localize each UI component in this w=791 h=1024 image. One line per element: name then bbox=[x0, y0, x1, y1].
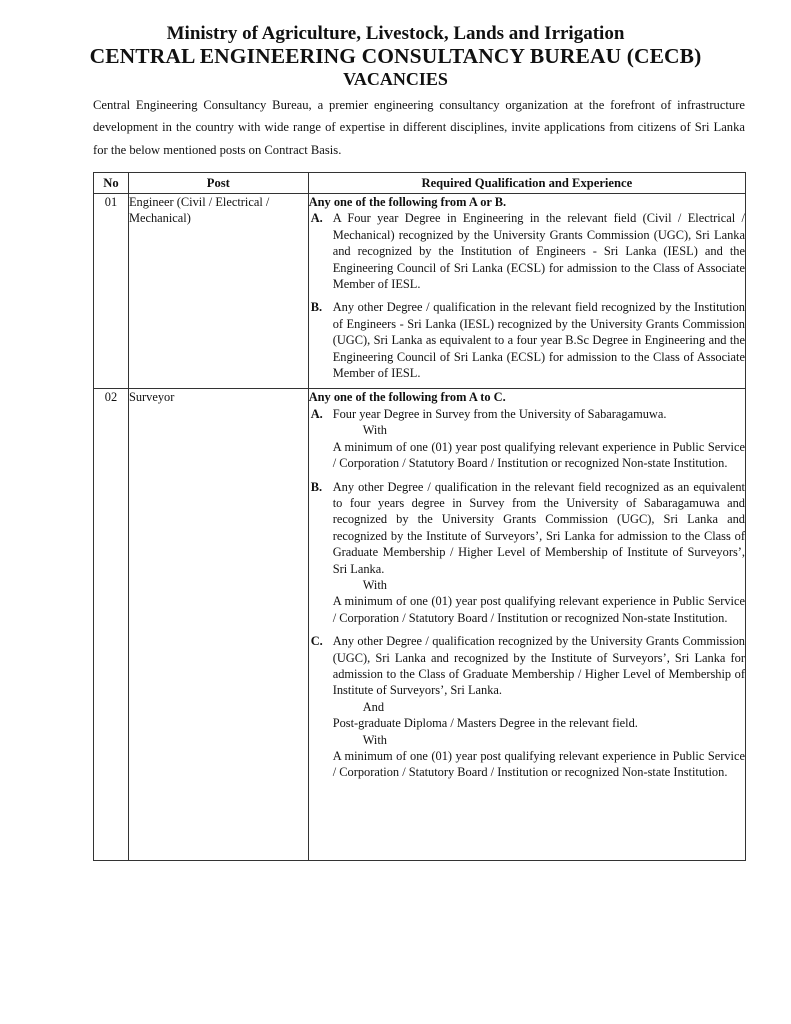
option-letter: B. bbox=[310, 300, 323, 315]
intro-line: Central Engineering Consultancy Bureau, a premier engineering consultancy organization at the forefront of infrastructure bbox=[93, 98, 745, 112]
header-no: No bbox=[94, 173, 129, 194]
connector-with: With bbox=[362, 732, 387, 747]
vacancies-title: VACANCIES bbox=[343, 69, 448, 89]
row-number: 01 bbox=[94, 194, 129, 389]
experience-text: A minimum of one (01) year post qualifying relevant experience in Public Service / Corporation / Statutory Board / Institution or recognized Non-state Institution. bbox=[332, 439, 745, 471]
row-number: 02 bbox=[94, 389, 129, 861]
bureau-heading: CENTRAL ENGINEERING CONSULTANCY BUREAU (CECB) bbox=[89, 44, 702, 68]
option-text: Any other Degree / qualification in the relevant field recognized by the Institution of Engineers - Sri Lanka (IESL) recognized by the University Grants Commission (UGC), Sri Lanka as equivalent to a four year B.Sc Degree in Engineering and the Engineering Council of Sri Lanka (ECSL) for admission to the Class of Associate Member of IESL. bbox=[332, 300, 745, 381]
option-a bbox=[309, 406, 745, 472]
option-letter: A. bbox=[310, 406, 323, 421]
option-a bbox=[309, 210, 745, 292]
option-letter: C. bbox=[310, 634, 323, 649]
ministry-heading: Ministry of Agriculture, Livestock, Lands and Irrigation bbox=[166, 23, 625, 44]
requirements-lead: Any one of the following from A to C. bbox=[308, 390, 506, 405]
connector-and: And bbox=[362, 699, 385, 714]
connector-with: With bbox=[362, 423, 387, 438]
option-b bbox=[309, 299, 745, 381]
intro-line: development in the country with wide range of expertise in different disciplines, invite applications from citizens of Sri Lanka bbox=[93, 120, 745, 135]
extra-qualification: Post-graduate Diploma / Masters Degree in the relevant field. bbox=[332, 716, 638, 731]
option-c bbox=[309, 633, 745, 781]
intro-paragraph bbox=[93, 94, 745, 161]
requirements-cell bbox=[308, 389, 745, 861]
table-header-row bbox=[94, 173, 746, 194]
requirements-lead: Any one of the following from A or B. bbox=[308, 195, 507, 209]
vacancies-table bbox=[93, 172, 746, 861]
option-letter: B. bbox=[310, 479, 323, 494]
post-name: Engineer (Civil / Electrical / Mechanical) bbox=[128, 194, 308, 389]
option-text: Any other Degree / qualification in the relevant field recognized as an equivalent to four years degree in Survey from the University of Sabaragamuwa and recognized by the University Grants Commission (UGC), Sri Lanka and recognized by the Institute of Surveyors’, Sri Lanka for admission to the Class of Graduate Membership / Higher Level of Membership of Institute of Surveyors’, Sri Lanka. bbox=[332, 479, 745, 576]
requirements-cell bbox=[308, 194, 745, 389]
table-row bbox=[94, 389, 746, 861]
option-text: Any other Degree / qualification recognized by the University Grants Commission (UGC), Sri Lanka and recognized by the Institute of Surveyors’, Sri Lanka for admission to the Class of Graduate Membership / Higher Level of Membership of Institute of Surveyors’, Sri Lanka. bbox=[332, 634, 745, 698]
intro-line: for the below mentioned posts on Contract Basis. bbox=[93, 142, 342, 157]
experience-text: A minimum of one (01) year post qualifying relevant experience in Public Service / Corporation / Statutory Board / Institution or recognized Non-state Institution. bbox=[332, 594, 745, 625]
option-letter: A. bbox=[310, 211, 323, 226]
option-b bbox=[309, 479, 745, 627]
option-text: Four year Degree in Survey from the University of Sabaragamuwa. bbox=[332, 406, 667, 421]
connector-with: With bbox=[362, 577, 387, 592]
post-name: Surveyor bbox=[128, 389, 308, 861]
experience-text: A minimum of one (01) year post qualifying relevant experience in Public Service / Corporation / Statutory Board / Institution or recognized Non-state Institution. bbox=[332, 749, 745, 780]
table-row bbox=[94, 194, 746, 389]
header-post: Post bbox=[128, 173, 308, 194]
header-requirements: Required Qualification and Experience bbox=[308, 173, 745, 194]
option-text: A Four year Degree in Engineering in the relevant field (Civil / Electrical / Mechanical) recognized by the University Grants Commission (UGC), Sri Lanka and recognized by the Institution of Engineers - Sri Lanka (IESL) and the Engineering Council of Sri Lanka (ECSL) for admission to the Class of Associate Member of IESL. bbox=[332, 211, 745, 292]
